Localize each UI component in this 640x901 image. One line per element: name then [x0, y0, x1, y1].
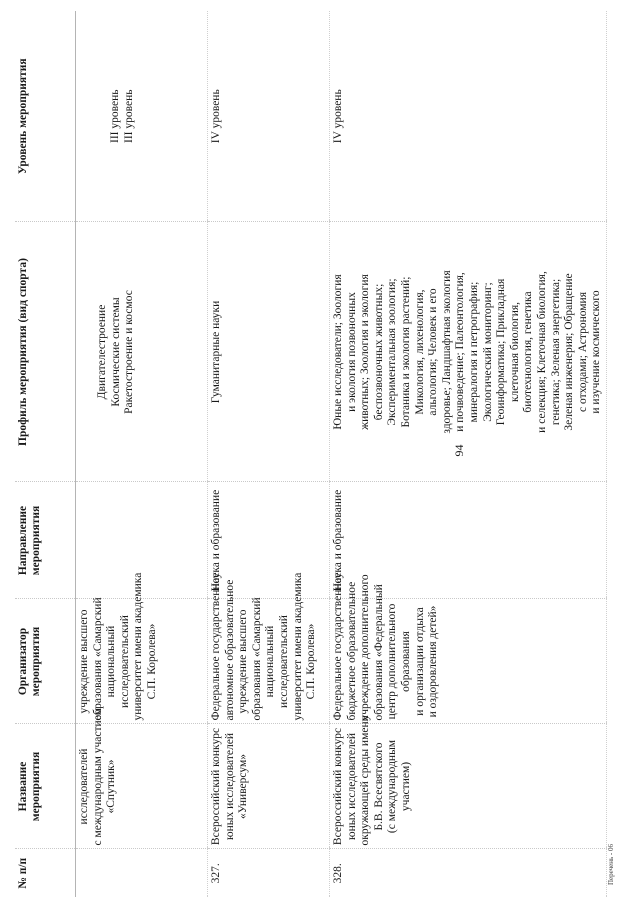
event-level: IV уровень: [208, 11, 330, 222]
header-direction: Направление мероприятия: [15, 482, 76, 599]
table-header-row: [15, 11, 76, 897]
header-profile: Профиль мероприятия (вид спорта): [15, 222, 76, 482]
event-profile: Юные исследователи; Зоология и экология позвоночных животных; Зоология и экология беспозвоночных животных; Экспериментальная зоология; Ботаника и экология растений; Микология, лихенология, альгология; Человек и его здоровье; Ландшафтная экология и почвоведение; Палеонтология, минералогия и петрография; Экологический мониторинг; Геоинформатика; Прикладная клеточная биология, биотехнология, генетика и селекция; Клеточная биология, генетика; Зеленая энергетика; Зеленая инженерия; Обращение с отходами; Астрономия и изучение космического: [330, 222, 607, 482]
header-level: Уровень мероприятия: [15, 11, 76, 222]
footer-note: Перечень - 06: [607, 844, 615, 885]
event-level: IV уровень: [330, 11, 607, 222]
event-name: Всероссийский конкурс юных исследователей окружающей среды имени Б.В. Всесвятского (с международным участием): [330, 724, 607, 849]
row-number: [76, 849, 208, 897]
event-direction: Наука и образование: [330, 482, 607, 599]
header-event-name: Название мероприятия: [15, 724, 76, 849]
event-name: Всероссийский конкурс юных исследователей «Универсум»: [208, 724, 330, 849]
page-number: 94: [452, 444, 466, 457]
event-organizer: Федеральное государственное бюджетное образовательное учреждение дополнительного образования «Федеральный центр дополнительного образования и организации отдыха и оздоровления детей»: [330, 599, 607, 724]
event-profile: Двигателестроение Космические системы Ракетостроение и космос: [76, 222, 208, 482]
row-number: 327.: [210, 863, 222, 884]
table-row: [76, 11, 208, 897]
header-organizer: Организатор мероприятия: [15, 599, 76, 724]
header-number: № п/п: [15, 849, 76, 897]
event-level: III уровень III уровень: [76, 11, 208, 222]
event-name: исследователей с международным участием «Спутник»: [76, 724, 208, 849]
event-profile: Гуманитарные науки: [208, 222, 330, 482]
table-row: [330, 11, 607, 897]
table-row: [208, 11, 330, 897]
events-table: [15, 11, 607, 897]
event-organizer: учреждение высшего образования «Самарский национальный исследовательский университет имени академика С.П. Королева»: [76, 599, 208, 724]
row-number: 328.: [332, 863, 344, 884]
event-organizer: Федеральное государственное автономное образовательное учреждение высшего образования «Самарский национальный исследовательский университет имени академика С.П. Королева»: [208, 599, 330, 724]
event-direction: Наука и образование: [208, 482, 330, 599]
